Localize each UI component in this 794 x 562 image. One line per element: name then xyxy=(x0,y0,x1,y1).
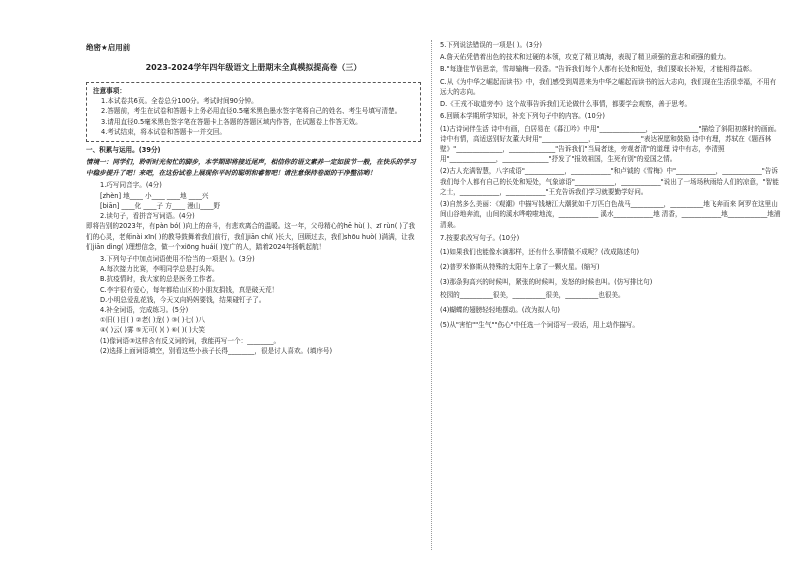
q7-sub-5: (5)从"害怕""生气""伤心"中任选一个词语写一段话，用上动作描写。 xyxy=(440,321,639,330)
left-column xyxy=(86,40,421,356)
question-3: 3.下列句子中加点词语使用不恰当的一项是( )。(3分) xyxy=(100,254,255,263)
notice-title: 注意事项： xyxy=(93,87,126,96)
q4-sub-2: (2)选择上面词语填空，别看这些小孩子长得________，很是讨人喜欢。(填序号) xyxy=(100,346,333,355)
notice-item-1: 1.本试卷共6页。全卷总分100分。考试时间90分钟。 xyxy=(101,97,258,106)
q2-passage: 即将告别的2023年，有pàn bó( )向上的奋斗，有悲欢离合的温暖。这一年，父母精心的hē hù( )、zī rùn( )了我们的心灵，老师nài xīn( )的教导鼓舞着我们前行，我们jiān chí( )长大，回顾过去，我们shōu huò( )满满，让我们jiān dìng( )理想信念，做一个xiōng huái( )宽广的人，踏着2024年扬帆起航！ xyxy=(86,222,416,251)
question-5: 5.下列说法错误的一项是( )。(3分) xyxy=(440,41,542,49)
q6-sub-1: (1)古诗词伴生活 诗中有画，白居易在《暮江吟》中用"______________，______________"描绘了斜阳初落时的画面。诗中有情，高适送别好友董大时用"______________，______________"表达祝愿和鼓励 诗中有理，苏轼在《题西林壁》"______________，______________"告诉我们"当局者迷，旁观者清"的道理 诗中有志，李清照用"______________，______________"抒发了"报效祖国，生死有别"的爱国之情。 xyxy=(440,124,781,164)
q4-row-1: ①旧( )目( ) ②老( )龙( ) ③( )七( )八 xyxy=(100,316,205,325)
q4-row-2: ④( )云( )雾 ⑤无可( )( ) ⑥( )( )大笑 xyxy=(100,326,205,335)
section-heading: 一、积累与运用。(39分) xyxy=(86,146,161,155)
q7-sub-3-blank: 校园的__________很美，__________很美，__________也很美。 xyxy=(440,290,625,299)
q1-row-zhen: [zhèn] 地____ 小____ ____地 ____兴 xyxy=(100,191,209,200)
q3-option-b: B.抗疫情时，我大家的总是医务工作者。 xyxy=(100,275,219,284)
q5-option-d: D.《王戎不取道旁李》这个故事告诉我们无论做什么事情，都要学会观察，善于思考。 xyxy=(440,100,692,109)
q7-sub-1: (1)如果我们也能像水滴那样，还有什么事情做不成呢？(改成陈述句) xyxy=(440,247,640,256)
scenario-instructions: 情境一：同学们，聆听时光匆忙的脚步，本学期即将接近尾声，相信你的语文素养一定如拔节一般，在快乐的学习中稳步提升了吧！来吧，在这份试卷上展现你平时的聪明和睿智吧！请注意保持卷面的干净整洁哟！ xyxy=(86,158,416,177)
question-7: 7.按要求改写句子。(10分) xyxy=(440,233,520,242)
q7-sub-3: (3)那条狗高兴的时候叫，紧张的时候叫，发怒的时候也叫。(仿写排比句) xyxy=(440,278,653,287)
q4-sub-1: (1)像词语③这样含有反义词的词，我能再写一个：________。 xyxy=(100,336,281,345)
question-2: 2.读句子，看拼音写词语。(4分) xyxy=(100,212,195,221)
page-title: 2023-2024学年四年级语文上册期末全真模拟提高卷（三） xyxy=(145,62,362,72)
q5-option-a: A.詹天佑凭借着出色的技术和过硬的本领，攻克了精卫填海，表现了精卫顽强的意志和顽强的毅力。 xyxy=(440,53,731,62)
question-6: 6.回顾本学期所学知识，补充下列句子中的内容。(10分) xyxy=(440,112,605,121)
q3-option-c: C.李宇很有爱心，每年都给山区的小朋友捐钱，真是破天荒！ xyxy=(100,285,279,294)
q7-sub-2: (2)普罗米修斯从特殊的太阳车上拿了一颗火星。(缩写) xyxy=(440,263,600,272)
notice-item-3: 3.请用直径0.5毫米黑色签字笔在答题卡上各题的答题区域内作答，在试题卷上作答无效。 xyxy=(101,117,362,126)
column-divider xyxy=(431,40,432,550)
q7-sub-4: (4)蝴蝶的翅膀轻轻地摆动。(改为拟人句) xyxy=(440,305,560,314)
notice-item-4: 4.考试结束，将本试卷和答题卡一并交回。 xyxy=(101,127,226,136)
q6-sub-3: (3)自然多么美丽：《观潮》中描写钱塘江大潮犹如千万匹白色战马__________，__________地飞奔而来 阿罗在这里山间山谷地奔流，山间的溪水哗啦啦地流，____________ 溪水____________地 清香，____________地____________地浦清泉。 xyxy=(440,200,781,229)
notice-box xyxy=(86,82,421,142)
q3-option-d: D.小明总爱乱花钱，今天又向妈妈要钱，结果碰钉子了。 xyxy=(100,295,266,304)
question-1: 1.巧写同音字。(4分) xyxy=(100,181,162,190)
q5-option-c: C.从《为中华之崛起而读书》中，我们感受到周恩来为中华之崛起而读书的远大志向，我们现在生活很幸福，不用有远大的志向。 xyxy=(440,77,777,96)
question-4: 4.补全词语，完成练习。(5分) xyxy=(100,306,189,315)
q3-option-a: A.每次接力比赛，李明同学总是打头阵。 xyxy=(100,265,219,274)
q6-sub-2: (2)古人充满智慧，八字成语"____________，____________"和卢钺的《雪梅》中"____________，____________"告诉我们每个人都有自己的长处和短处，气象谚语"____________，____________"说出了一场场秋雨给人们的凉意，"智能之士，____________，____________"王充告诉我们学习就要勤学好问。 xyxy=(440,167,779,196)
secret-label: 绝密★启用前 xyxy=(86,43,131,52)
q5-option-b: B."每逢佳节倍思亲，雪却输梅一段香。"告诉我们每个人都有长处和短处，我们要取长补短，才能相得益彰。 xyxy=(440,65,756,74)
q1-row-bian: [biān] ____化 ____子 方____ 漫山____野 xyxy=(100,201,221,210)
notice-item-2: 2.答题前，考生在试卷和答题卡上务必用直径0.5毫米黑色墨水签字笔将自己的姓名、考生号填写清楚。 xyxy=(101,107,402,116)
right-column xyxy=(440,40,782,330)
